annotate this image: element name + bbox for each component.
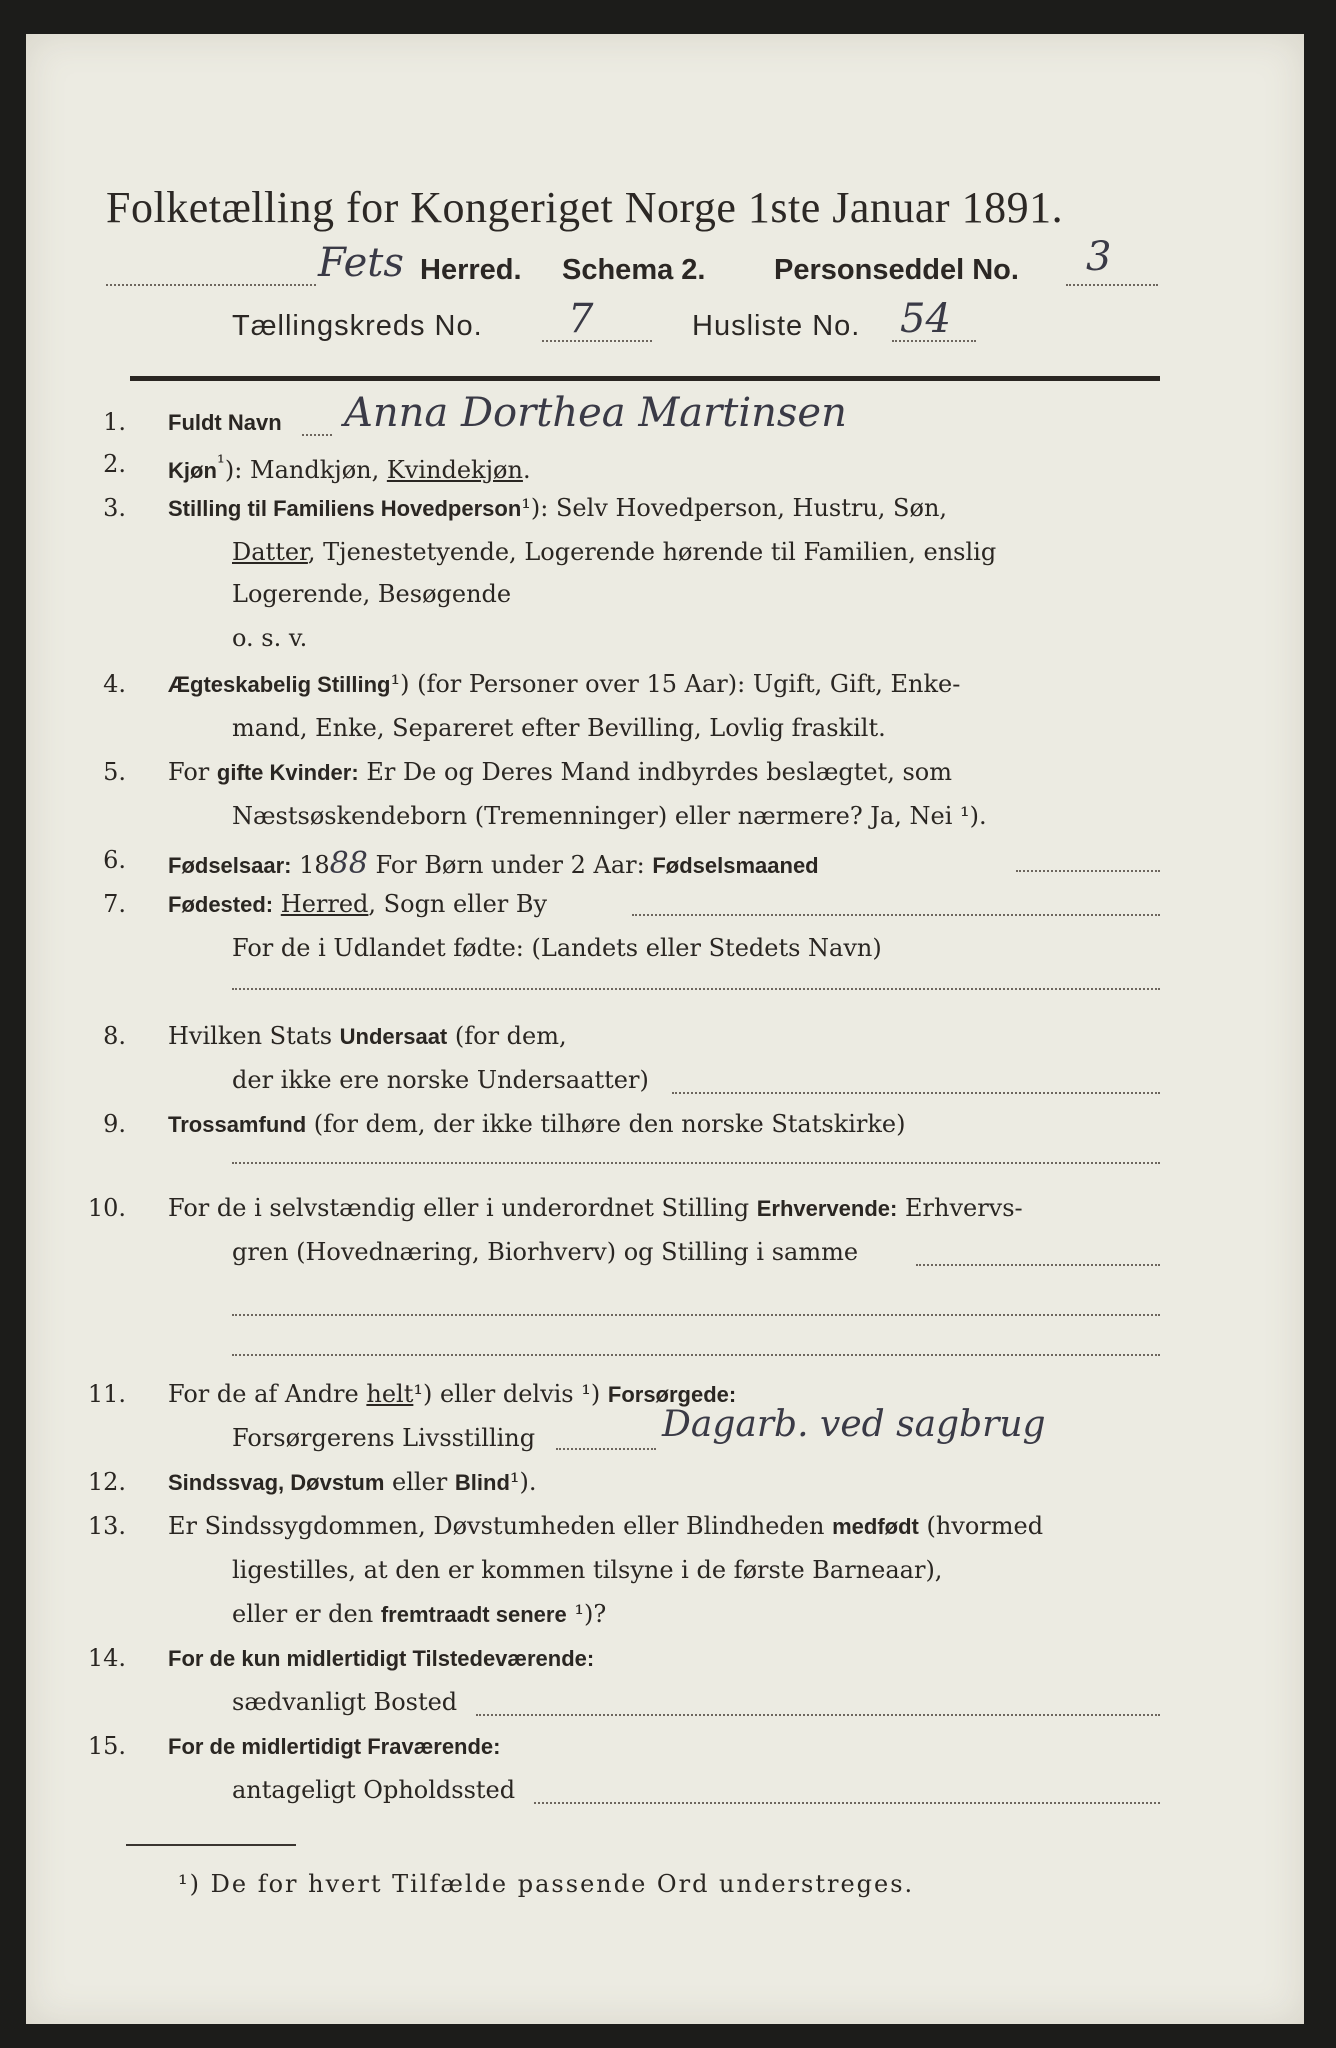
item-5-text-1: For	[168, 758, 217, 786]
item-10-label: Erhvervende:	[756, 1196, 898, 1221]
schema-label: Schema 2.	[562, 254, 706, 286]
item-4-text-1: ¹) (for Personer over 15 Aar): Ugift, Gift, Enke-	[390, 670, 961, 698]
item-15-dots	[534, 1802, 1160, 1804]
item-3-line-2	[232, 538, 996, 566]
personseddel-label: Personseddel No.	[774, 254, 1019, 286]
item-15-number: 15.	[87, 1732, 126, 1760]
item-2-underlined: Kvindekjøn	[386, 456, 523, 484]
item-7-dots-2	[232, 988, 1160, 990]
item-7-line-1	[168, 890, 547, 918]
item-11-after: ¹) eller delvis ¹)	[413, 1380, 608, 1408]
husliste-handwritten: 54	[900, 296, 951, 342]
form-title: Folketælling for Kongeriget Norge 1ste Januar 1891.	[106, 183, 1064, 232]
item-14-label: For de kun midlertidigt Tilstedeværende:	[168, 1646, 595, 1671]
item-10-after: Erhvervs-	[897, 1194, 1023, 1222]
item-12-label: Sindssvag, Døvstum	[168, 1470, 385, 1495]
item-13-label: medfødt	[832, 1514, 919, 1539]
item-13-line-3	[232, 1600, 606, 1628]
item-10-line-1	[168, 1194, 1023, 1222]
item-10-text-1: For de i selvstændig eller i underordnet Stilling	[168, 1194, 757, 1222]
item-13-after-2: ¹)?	[566, 1600, 607, 1628]
item-4-label: Ægteskabelig Stilling	[168, 672, 391, 697]
personseddel-handwritten: 3	[1086, 234, 1112, 280]
item-4-line-1	[168, 670, 960, 698]
footnote-rule	[126, 1844, 296, 1846]
item-9-dots	[232, 1162, 1160, 1164]
item-10-dots-1	[916, 1264, 1160, 1266]
kreds-dotted-line	[542, 340, 652, 342]
item-2-label: Kjøn	[168, 458, 217, 483]
item-2-number: 2.	[103, 450, 126, 478]
header-rule	[130, 376, 1160, 381]
item-3-line-1	[168, 494, 947, 522]
item-4-number: 4.	[103, 670, 126, 698]
item-1-dots	[302, 434, 332, 436]
item-13-number: 13.	[87, 1512, 126, 1540]
item-14-line-2: sædvanligt Bosted	[232, 1688, 458, 1716]
item-10-dots-2	[232, 1314, 1160, 1316]
item-6-label: Fødselsaar:	[168, 853, 292, 878]
item-7-underlined: Herred	[280, 890, 369, 918]
item-3-number: 3.	[103, 494, 126, 522]
item-8-text-1: Hvilken Stats	[168, 1022, 340, 1050]
item-13-after: (hvormed	[918, 1512, 1044, 1540]
item-13-line-2: ligestilles, at den er kommen tilsyne i de første Barneaar),	[232, 1556, 943, 1584]
item-11-line-1	[168, 1380, 736, 1408]
item-10-line-2: gren (Hovednæring, Biorhverv) og Stilling i samme	[232, 1238, 859, 1266]
item-6-dots	[1016, 870, 1160, 872]
item-14-number: 14.	[87, 1644, 126, 1672]
item-1-label: Fuldt Navn	[168, 410, 282, 435]
item-12-text: eller	[384, 1468, 455, 1496]
item-3-line-4: o. s. v.	[232, 624, 308, 652]
item-13-label-2: fremtraadt senere	[380, 1602, 567, 1627]
item-9-line	[168, 1110, 906, 1138]
item-10-dots-3	[232, 1354, 1160, 1356]
kreds-handwritten: 7	[568, 296, 594, 342]
item-11-line-2: Forsørgerens Livsstilling	[232, 1424, 536, 1452]
item-3-text-2: , Tjenestetyende, Logerende hørende til Familien, enslig	[307, 538, 997, 566]
herred-handwritten: Fets	[318, 240, 404, 286]
item-11-underlined: helt	[366, 1380, 414, 1408]
item-5-after: Er De og Deres Mand indbyrdes beslægtet, som	[358, 758, 953, 786]
item-1-handwritten-name: Anna Dorthea Martinsen	[344, 390, 847, 436]
herred-label: Herred.	[420, 254, 522, 286]
herred-dotted-line	[106, 284, 316, 286]
item-8-label: Undersaat	[339, 1024, 448, 1049]
item-6-handwritten-year: 88	[329, 846, 368, 881]
husliste-dotted-line	[892, 340, 976, 342]
item-5-number: 5.	[103, 758, 126, 786]
item-6-number: 6.	[103, 846, 126, 874]
husliste-label: Husliste No.	[692, 310, 861, 342]
item-6-label2: Fødselsmaaned	[652, 853, 819, 878]
item-12-line	[168, 1468, 537, 1496]
item-11-number: 11.	[87, 1380, 126, 1408]
item-9-text: (for dem, der ikke tilhøre den norske Statskirke)	[306, 1110, 906, 1138]
item-7-number: 7.	[103, 890, 126, 918]
item-2-after: .	[522, 456, 531, 484]
item-1-number: 1.	[103, 408, 126, 436]
item-4-line-2: mand, Enke, Separeret efter Bevilling, Lovlig fraskilt.	[232, 714, 886, 742]
item-15-line-2: antageligt Opholdssted	[232, 1776, 516, 1804]
item-11-text-1: For de af Andre	[168, 1380, 367, 1408]
footnote: ¹) De for hvert Tilfælde passende Ord understreges.	[178, 1870, 915, 1898]
item-6-after: For Børn under 2 Aar:	[367, 851, 653, 879]
item-7-label: Fødested:	[168, 892, 274, 917]
item-14-dots	[476, 1714, 1160, 1716]
item-5-line-2: Næstsøskendeborn (Tremenninger) eller nærmere? Ja, Nei ¹).	[232, 802, 987, 830]
item-5-line-1	[168, 758, 952, 786]
item-2-sup: ¹	[216, 450, 225, 474]
item-3-label: Stilling til Familiens Hovedperson	[168, 496, 522, 521]
item-5-label: gifte Kvinder:	[216, 760, 359, 785]
item-12-after: ¹).	[509, 1468, 537, 1496]
item-3-line-3: Logerende, Besøgende	[232, 580, 512, 608]
item-3-text-1: ¹): Selv Hovedperson, Hustru, Søn,	[521, 494, 948, 522]
item-8-number: 8.	[103, 1022, 126, 1050]
personseddel-dotted-line	[1066, 284, 1158, 286]
item-12-number: 12.	[87, 1468, 126, 1496]
item-8-line-1	[168, 1022, 567, 1050]
item-6-text: 18	[291, 851, 330, 879]
item-2-text: ): Mandkjøn,	[224, 456, 387, 484]
item-7-line-2: For de i Udlandet fødte: (Landets eller Stedets Navn)	[232, 934, 882, 962]
item-15-label: For de midlertidigt Fraværende:	[168, 1734, 501, 1759]
item-8-dots	[672, 1092, 1160, 1094]
item-11-handwritten-occupation: Dagarb. ved sagbrug	[662, 1404, 1046, 1445]
item-8-after: (for dem,	[447, 1022, 567, 1050]
item-10-number: 10.	[87, 1194, 126, 1222]
item-12-label2: Blind	[454, 1470, 510, 1495]
item-7-text-1: , Sogn eller By	[368, 890, 548, 918]
item-13-line-1	[168, 1512, 1043, 1540]
item-9-label: Trossamfund	[168, 1112, 307, 1137]
item-11-label: Forsørgede:	[607, 1382, 737, 1407]
census-form-page	[26, 34, 1304, 2024]
item-3-underlined: Datter	[232, 538, 308, 566]
item-11-dots	[556, 1448, 656, 1450]
item-9-number: 9.	[103, 1110, 126, 1138]
item-8-line-2: der ikke ere norske Undersaatter)	[232, 1066, 649, 1094]
item-13-text-1: Er Sindssygdommen, Døvstumheden eller Blindheden	[168, 1512, 833, 1540]
item-7-dots-1	[632, 914, 1160, 916]
item-13-text-3: eller er den	[232, 1600, 381, 1628]
kreds-label: Tællingskreds No.	[232, 310, 483, 342]
item-2-line	[168, 450, 531, 484]
item-6-line	[168, 846, 819, 881]
